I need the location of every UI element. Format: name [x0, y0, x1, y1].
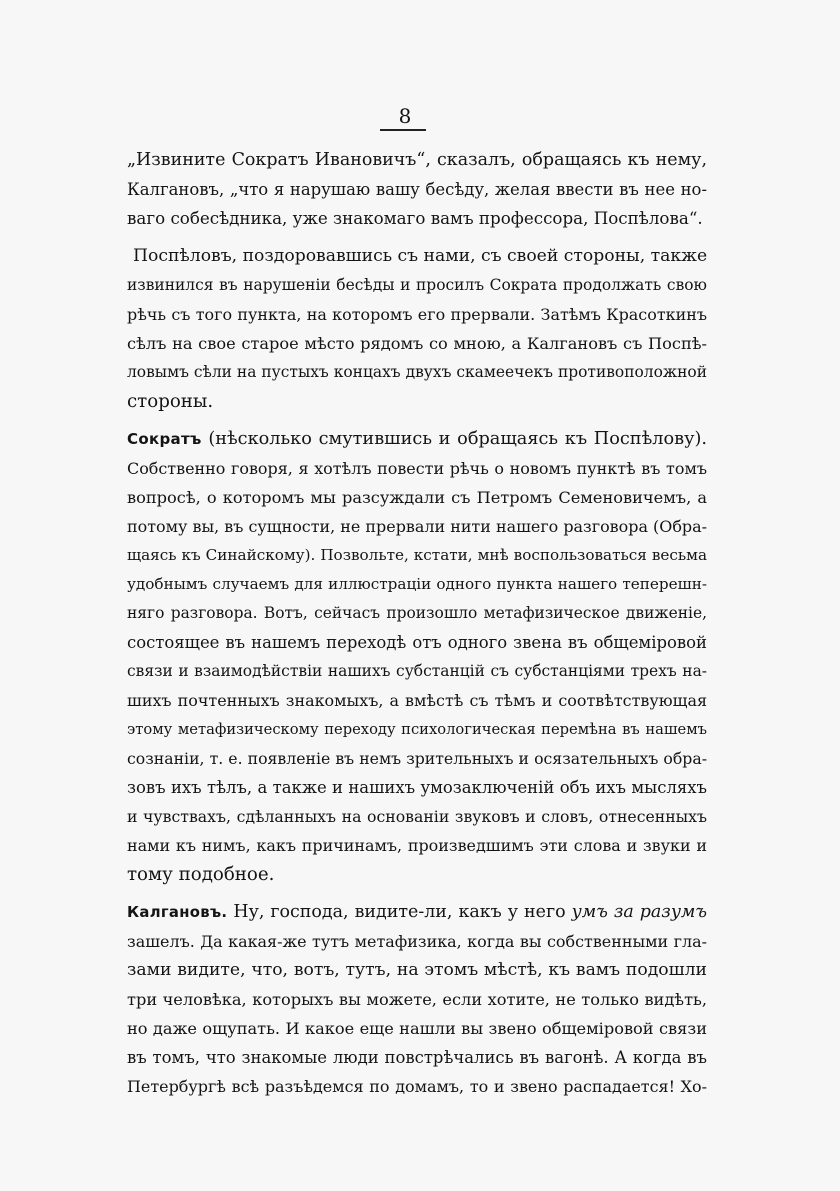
stage-direction: (нѣсколько смутившись и обращаясь къ Поспѣлову).	[208, 429, 708, 449]
page-number: 8	[398, 104, 412, 128]
text-line: ловымъ сѣли на пустыхъ концахъ двухъ скамеечекъ противоположной	[127, 363, 707, 381]
dialogue-paragraph	[127, 425, 707, 889]
text-line: няго разговора. Вотъ, сейчасъ произошло метафизическое движеніе,	[127, 604, 707, 622]
text-line: щаясь къ Синайскому). Позвольте, кстати, мнѣ воспользоваться весьма	[127, 546, 707, 564]
text-line: „Извините Сократъ Ивановичъ“, сказалъ, обращаясь къ нему,	[127, 150, 707, 170]
text-line: стороны.	[127, 391, 214, 412]
text-line: Поспѣловъ, поздоровавшись съ нами, съ своей стороны, также	[133, 246, 708, 266]
paragraph	[127, 146, 707, 233]
speaker-name: Калгановъ.	[127, 904, 228, 921]
text-line: Петербургѣ всѣ разъѣдемся по домамъ, то и звено распадается! Хо-	[127, 1077, 707, 1096]
body-text	[127, 146, 707, 1110]
text-line: ваго собесѣдника, уже знакомаго вамъ профессора, Поспѣлова“.	[127, 208, 703, 228]
text-line: шихъ почтенныхъ знакомыхъ, а вмѣстѣ съ тѣмъ и соотвѣтствующая	[127, 691, 707, 710]
text-line: Собственно говоря, я хотѣлъ повести рѣчь о новомъ пунктѣ въ томъ	[127, 459, 707, 478]
text-line: тому подобное.	[127, 864, 275, 885]
text-line: вопросѣ, о которомъ мы разсуждали съ Петромъ Семеновичемъ, а	[127, 488, 707, 507]
text-line: сознаніи, т. е. появленіе въ немъ зрительныхъ и осязательныхъ обра-	[127, 749, 707, 768]
text-line: удобнымъ случаемъ для иллюстраціи одного пункта нашего теперешн-	[127, 575, 707, 593]
text-line: въ томъ, что знакомые люди повстрѣчались въ вагонѣ. А когда въ	[127, 1048, 707, 1067]
text-line: нами къ нимъ, какъ причинамъ, произведшимъ эти слова и звуки и	[127, 836, 707, 855]
text-line: три человѣка, которыхъ вы можете, если хотите, не только видѣть,	[127, 990, 707, 1009]
text-line: этому метафизическому переходу психологическая перемѣна въ нашемъ	[127, 721, 707, 738]
speaker-name: Сократъ	[127, 430, 202, 448]
text-line: Калгановъ, „что я нарушаю вашу бесѣду, желая ввести въ нее но-	[127, 180, 707, 199]
text-line	[127, 898, 707, 927]
text-line: зашелъ. Да какая-же тутъ метафизика, когда вы собственными гла-	[127, 932, 707, 951]
text-line: рѣчь съ того пункта, на которомъ его прервали. Затѣмъ Красоткинъ	[127, 305, 707, 324]
italic-phrase: умъ за разумъ	[571, 902, 708, 922]
dialogue-paragraph	[127, 898, 707, 1101]
paragraph	[127, 242, 707, 416]
text-line: состоящее въ нашемъ переходѣ отъ одного звена въ общеміровой	[127, 633, 707, 652]
text-line: зовъ ихъ тѣлъ, а также и нашихъ умозаключеній объ ихъ мысляхъ	[127, 778, 707, 797]
text-line: и чувствахъ, сдѣланныхъ на основаніи звуковъ и словъ, отнесенныхъ	[127, 807, 707, 826]
text-line	[127, 425, 707, 454]
text-line: но даже ощупать. И какое еще нашли вы звено общеміровой связи	[127, 1019, 707, 1038]
text-line: потому вы, въ сущности, не прервали нити нашего разговора (Обра-	[127, 517, 707, 536]
text-line: зами видите, что, вотъ, тутъ, на этомъ мѣстѣ, къ вамъ подошли	[127, 960, 707, 980]
text-line: извинился въ нарушеніи бесѣды и просилъ Сократа продолжать свою	[127, 276, 707, 294]
page-number-underline	[380, 129, 426, 131]
speech-text: Ну, господа, видите-ли, какъ у него	[233, 902, 566, 922]
text-line: сѣлъ на свое старое мѣсто рядомъ со мною, а Калгановъ съ Поспѣ-	[127, 334, 707, 353]
text-line: связи и взаимодѣйствіи нашихъ субстанцій съ субстанціями трехъ на-	[127, 662, 707, 680]
